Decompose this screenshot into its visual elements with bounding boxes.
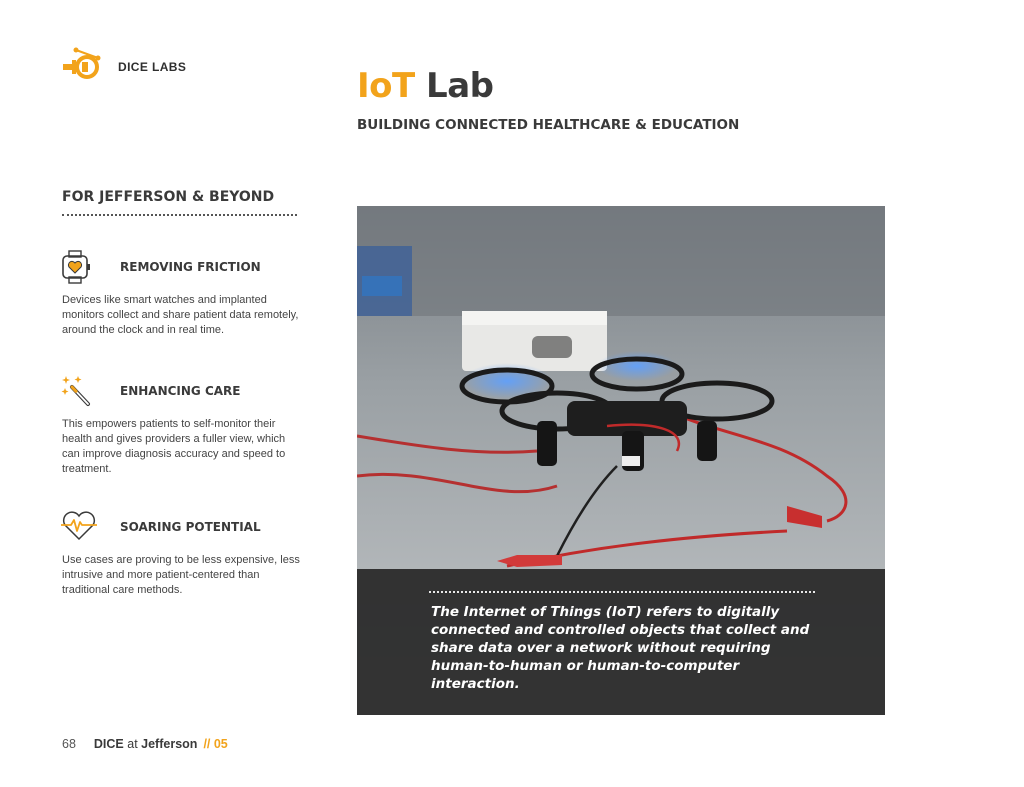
brand-name: DICE LABS [118,60,187,74]
sidebar-heading: FOR JEFFERSON & BEYOND [62,189,275,205]
page-title-rest: Lab [426,66,494,106]
item-body-soaring-potential: Use cases are proving to be less expensive, less intrusive and more patient-centered than traditional care methods. [62,554,300,596]
smartwatch-heart-icon [60,250,92,282]
footer-pub-dice: DICE [93,737,124,751]
footer-section: // 05 [203,737,228,751]
caption-text: The Internet of Things (IoT) refers to digitally connected and controlled objects that collect and share data over a network without requiring human-to-human or human-to-computer interaction. [431,604,810,692]
item-body-enhancing-care: This empowers patients to self-monitor their health and gives providers a fuller view, which can improve diagnosis accuracy and speed to treatment. [62,418,286,475]
dice-labs-logo-icon [60,44,110,84]
item-title-removing-friction: REMOVING FRICTION [120,260,261,274]
dice-labs-logo [60,44,187,84]
drone-lab-photo [357,206,885,715]
item-title-soaring-potential: SOARING POTENTIAL [120,520,261,534]
item-title-enhancing-care: ENHANCING CARE [120,384,241,398]
caption-divider [429,591,815,593]
page-footer [62,737,228,751]
sidebar-divider [62,214,297,216]
page-title [357,66,494,106]
caption-box [357,569,885,715]
page-number: 68 [62,737,76,751]
item-body-removing-friction: Devices like smart watches and implanted monitors collect and share patient data remotely, around the clock and in real time. [62,294,299,336]
page-title-accent: IoT [357,66,415,106]
page-subtitle: BUILDING CONNECTED HEALTHCARE & EDUCATION [357,117,740,133]
heartbeat-icon [60,510,92,542]
footer-pub-org: Jefferson [141,737,198,751]
footer-pub-at: at [123,737,142,751]
magic-wand-icon [60,374,92,406]
